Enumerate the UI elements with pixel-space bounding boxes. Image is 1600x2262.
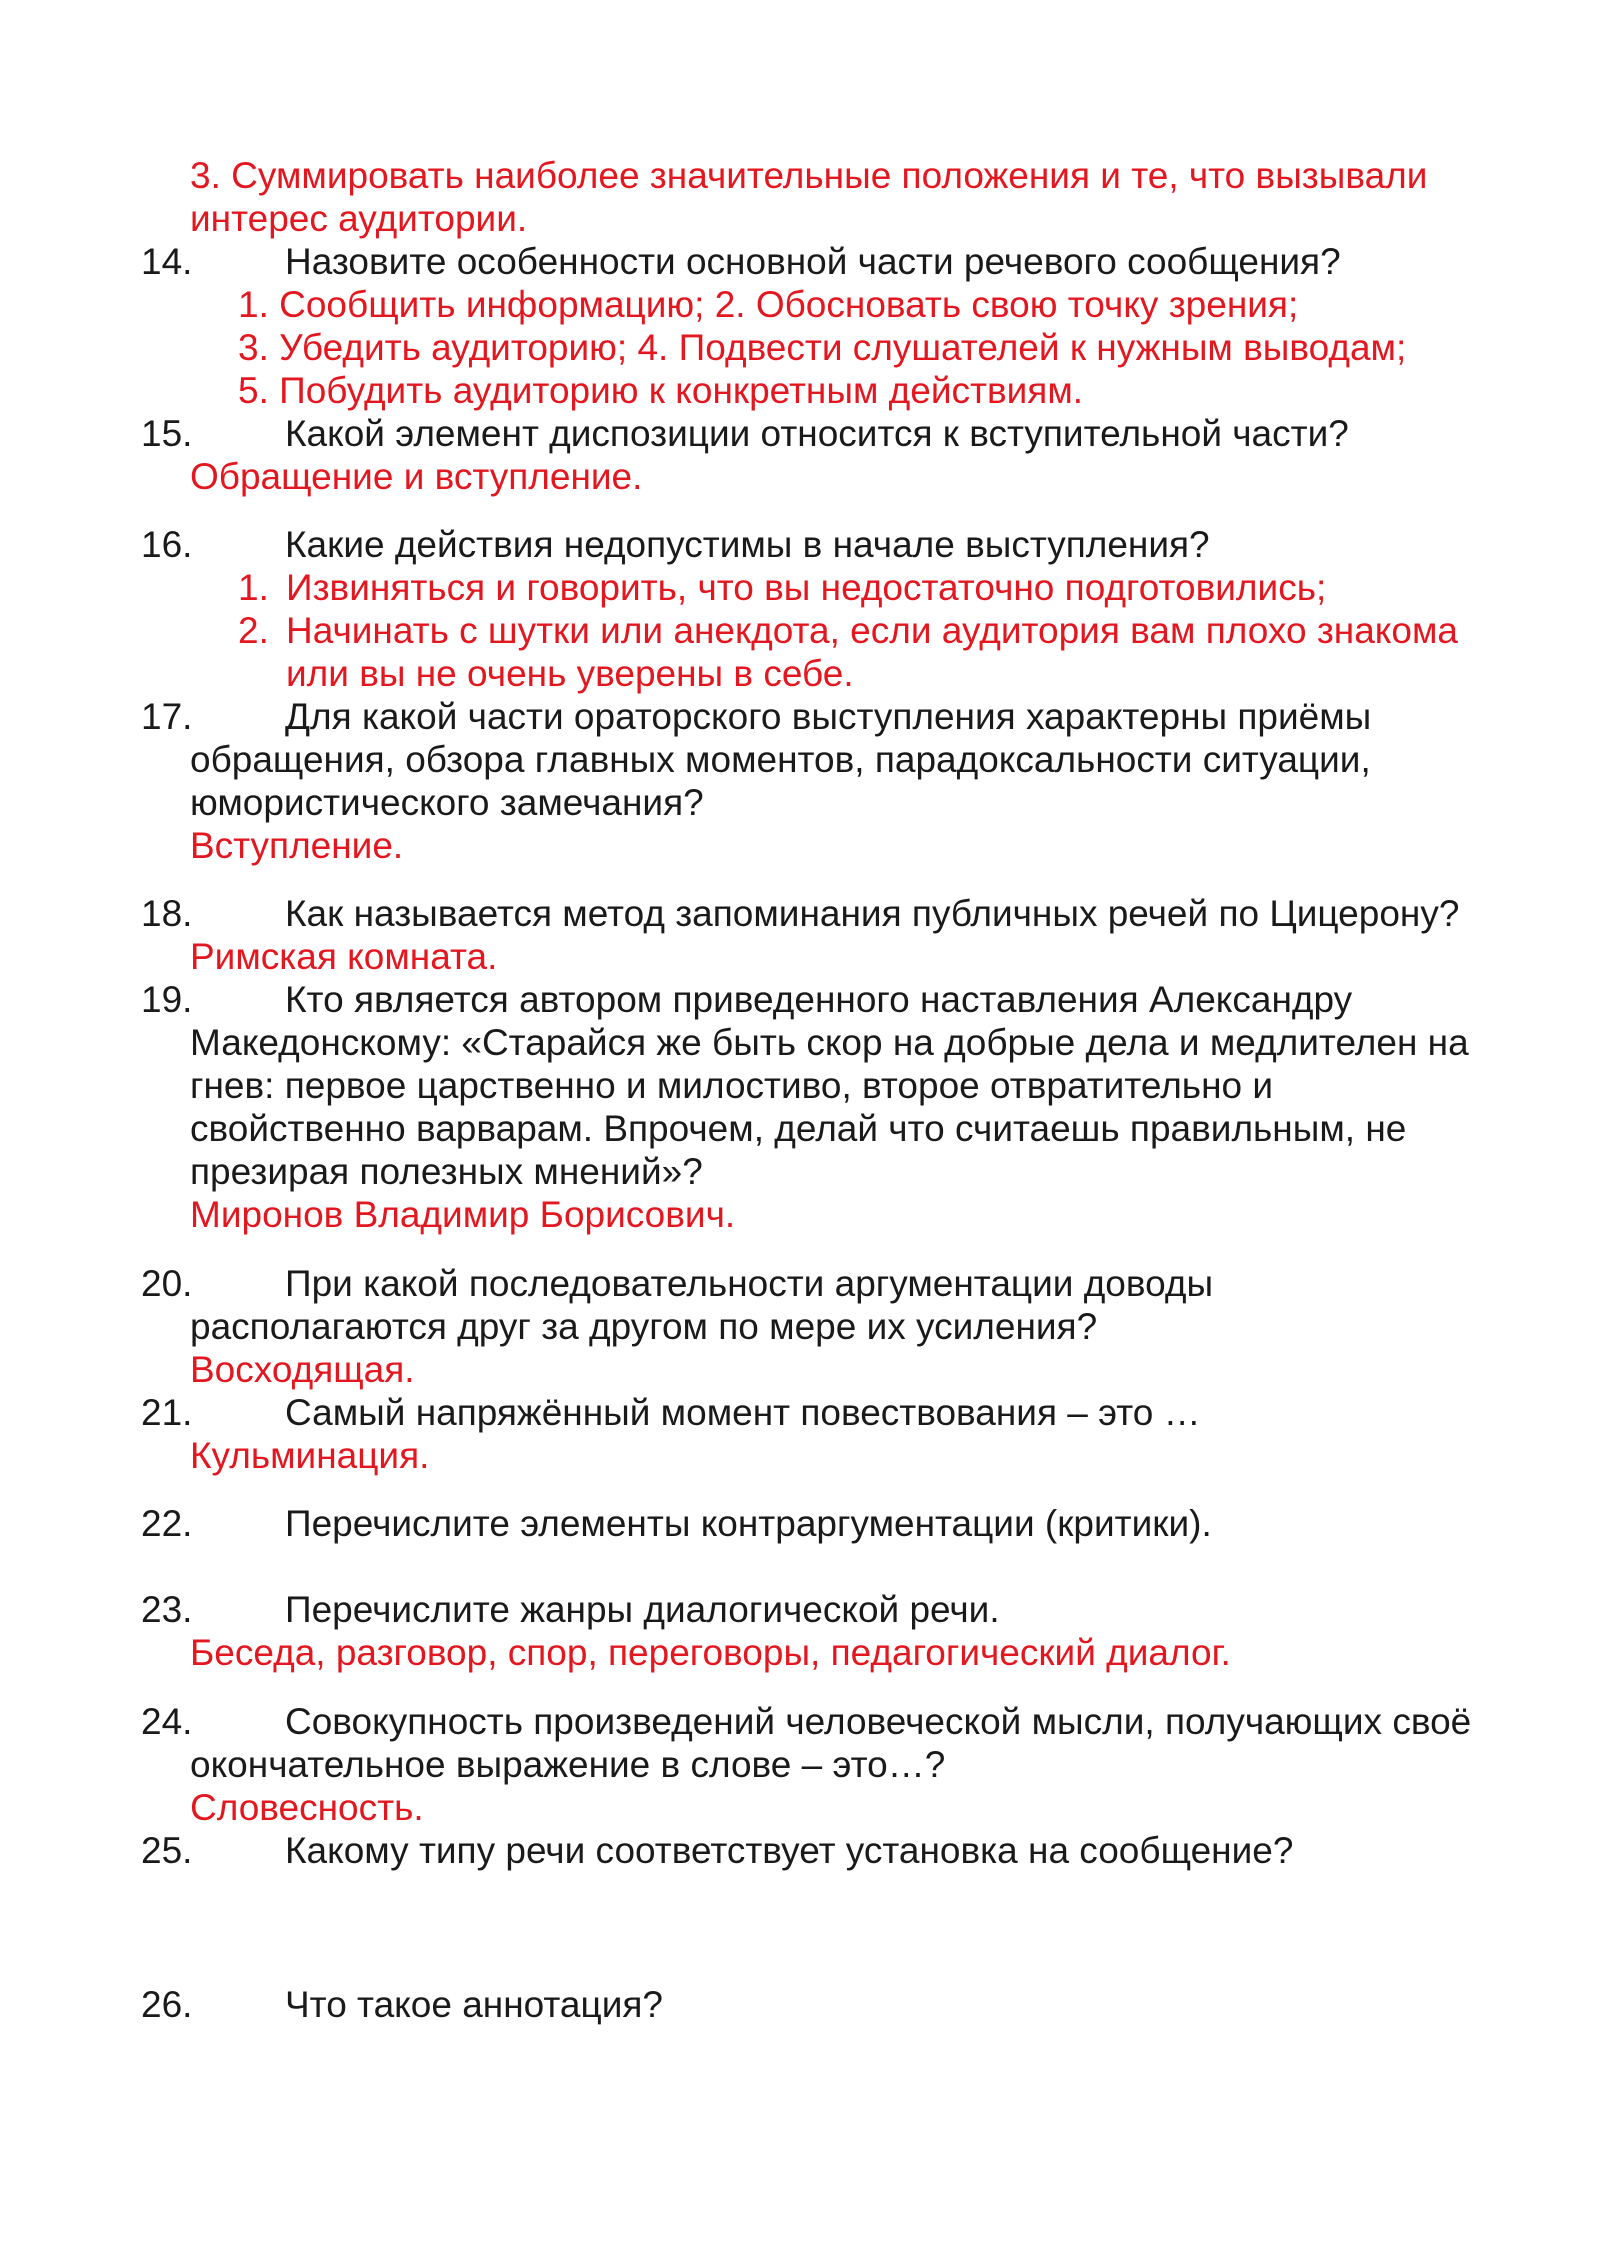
q19-question-line-3: гнев: первое царственно и милостиво, второе отвратительно и [190,1065,1274,1106]
q19-question-line-1: Кто является автором приведенного наставления Александру [285,979,1353,1020]
q16-question: Какие действия недопустимы в начале выступления? [285,524,1210,565]
q23-answer: Беседа, разговор, спор, переговоры, педагогический диалог. [190,1632,1231,1673]
q14-number: 14. [141,241,193,282]
q16-number: 16. [141,524,193,565]
q21-number: 21. [141,1392,193,1433]
q15-answer: Обращение и вступление. [190,456,643,497]
q17-question-line-3: юмористического замечания? [190,782,704,823]
q20-question-line-1: При какой последовательности аргументации доводы [285,1263,1214,1304]
q25-question: Какому типу речи соответствует установка на сообщение? [285,1830,1294,1871]
q21-question: Самый напряжённый момент повествования – это … [285,1392,1201,1433]
q17-number: 17. [141,696,193,737]
q22-number: 22. [141,1503,193,1544]
q15-question: Какой элемент диспозиции относится к вступительной части? [285,413,1349,454]
q26-number: 26. [141,1984,193,2025]
q26-question: Что такое аннотация? [285,1984,663,2025]
q25-number: 25. [141,1830,193,1871]
q13-answer-line-2: интерес аудитории. [190,198,528,239]
q22-question: Перечислите элементы контраргументации (критики). [285,1503,1212,1544]
q16-answer-2-marker: 2. [238,610,269,651]
q23-question: Перечислите жанры диалогической речи. [285,1589,1000,1630]
q14-answer-line-3: 5. Побудить аудиторию к конкретным действиям. [238,370,1084,411]
q18-number: 18. [141,893,193,934]
q16-answer-1-marker: 1. [238,567,269,608]
q14-answer-line-1: 1. Сообщить информацию; 2. Обосновать свою точку зрения; [238,284,1299,325]
q16-answer-2-line-2: или вы не очень уверены в себе. [286,653,854,694]
q18-question: Как называется метод запоминания публичных речей по Цицерону? [285,893,1460,934]
q20-answer: Восходящая. [190,1349,415,1390]
q13-answer-line-1: 3. Суммировать наиболее значительные положения и те, что вызывали [190,155,1428,196]
q14-answer-line-2: 3. Убедить аудиторию; 4. Подвести слушателей к нужным выводам; [238,327,1407,368]
q14-question: Назовите особенности основной части речевого сообщения? [285,241,1341,282]
q16-answer-2-line-1: Начинать с шутки или анекдота, если аудитория вам плохо знакома [286,610,1459,651]
q23-number: 23. [141,1589,193,1630]
q18-answer: Римская комната. [190,936,498,977]
q16-answer-1-text: Извиняться и говорить, что вы недостаточно подготовились; [286,567,1327,608]
q20-question-line-2: располагаются друг за другом по мере их усиления? [190,1306,1098,1347]
q19-number: 19. [141,979,193,1020]
q17-question-line-2: обращения, обзора главных моментов, парадоксальности ситуации, [190,739,1371,780]
q21-answer: Кульминация. [190,1435,430,1476]
q17-answer: Вступление. [190,825,404,866]
q17-question-line-1: Для какой части ораторского выступления характерны приёмы [285,696,1372,737]
q24-question-line-2: окончательное выражение в слове – это…? [190,1744,946,1785]
q15-number: 15. [141,413,193,454]
q19-question-line-2: Македонскому: «Старайся же быть скор на добрые дела и медлителен на [190,1022,1469,1063]
q24-number: 24. [141,1701,193,1742]
q19-question-line-4: свойственно варварам. Впрочем, делай что считаешь правильным, не [190,1108,1407,1149]
q24-answer: Словесность. [190,1787,424,1828]
q20-number: 20. [141,1263,193,1304]
q19-question-line-5: презирая полезных мнений»? [190,1151,703,1192]
q24-question-line-1: Совокупность произведений человеческой мысли, получающих своё [285,1701,1472,1742]
q19-answer: Миронов Владимир Борисович. [190,1194,736,1235]
